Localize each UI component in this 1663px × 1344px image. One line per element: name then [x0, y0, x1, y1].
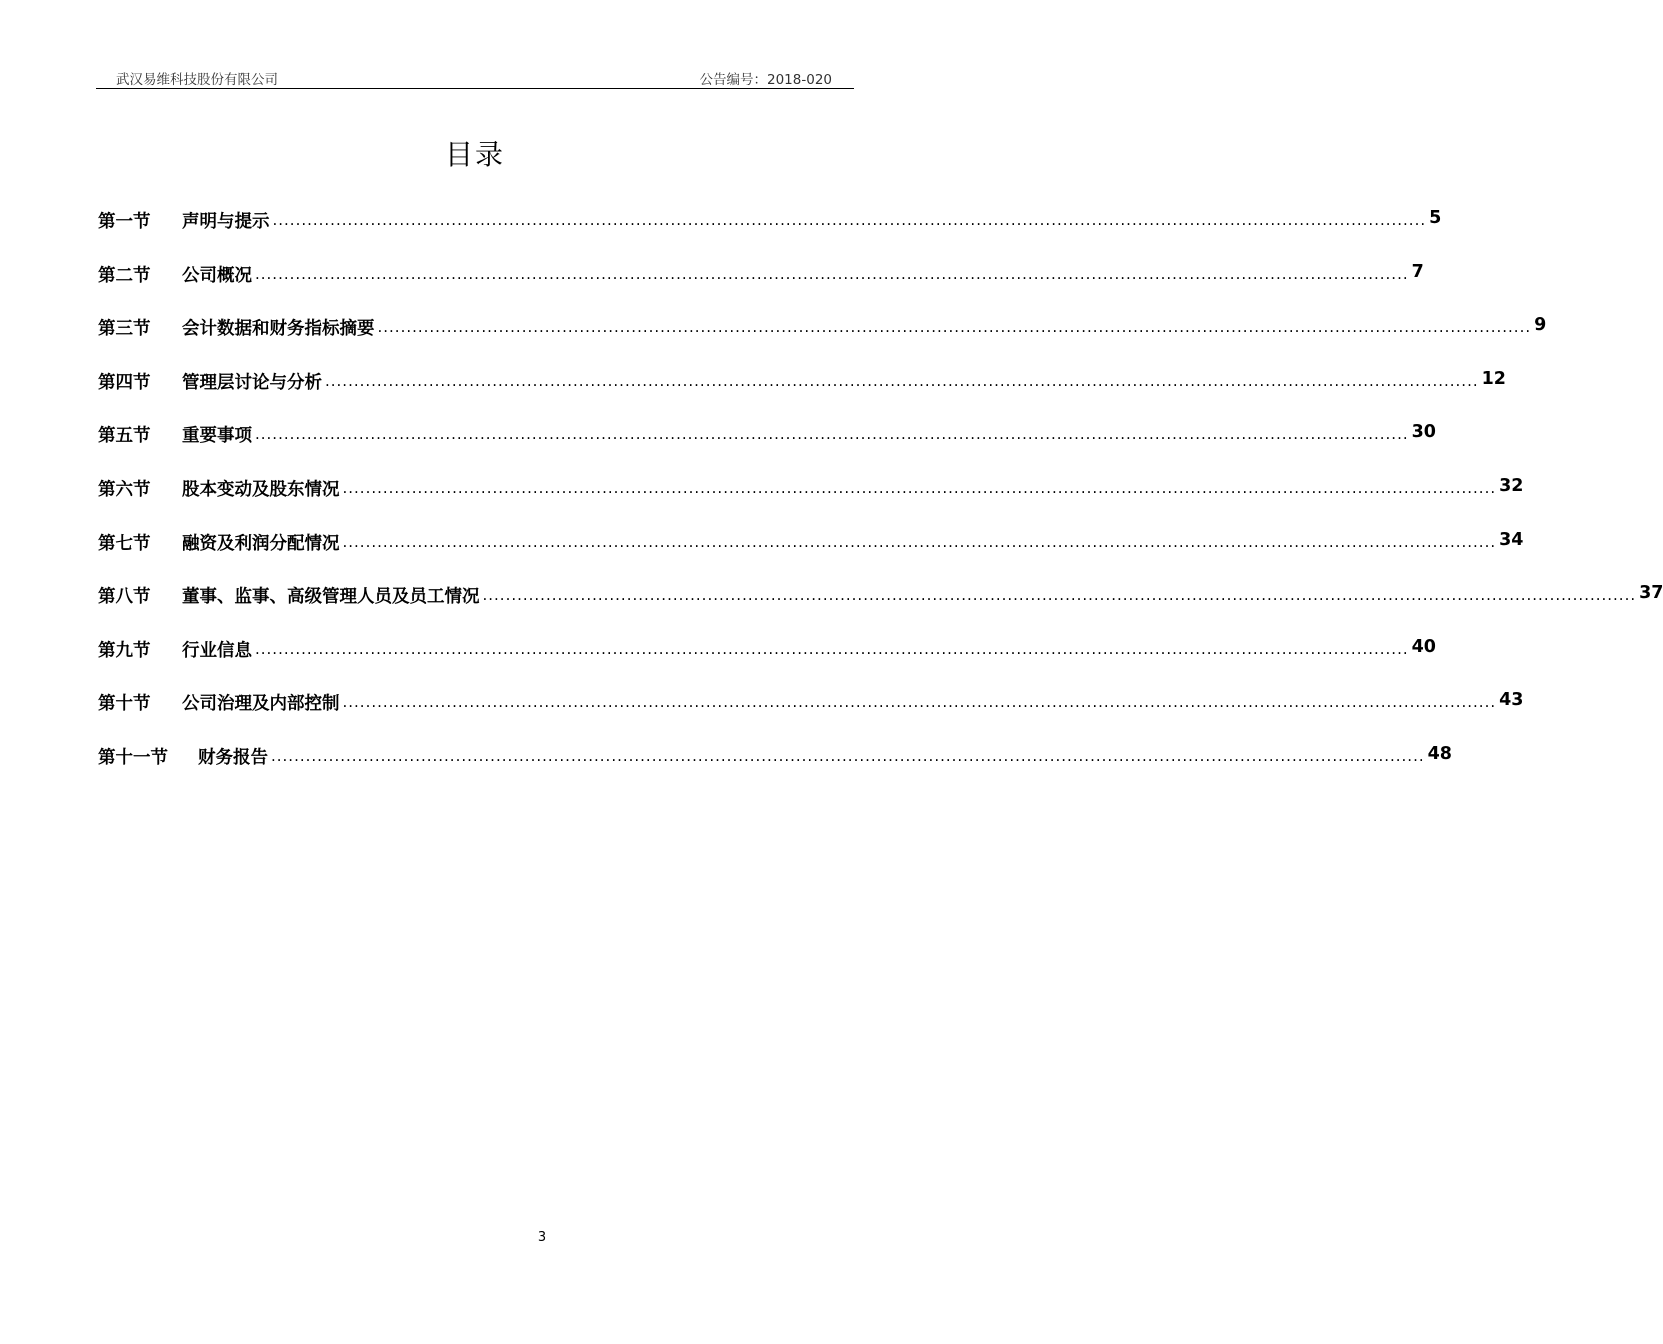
toc-section-number: 第三节	[98, 319, 151, 340]
toc-page-number: 5	[1429, 208, 1442, 228]
toc-page-number: 43	[1499, 690, 1524, 711]
toc-entry[interactable]	[98, 690, 1524, 744]
toc-entry[interactable]	[98, 636, 1436, 691]
toc-entry[interactable]	[98, 743, 1452, 798]
toc-leader-dots: ........................................................................................................................................................................................................	[271, 746, 1425, 765]
toc-leader-dots: ........................................................................................................................................................................................................	[342, 532, 1497, 551]
toc-leader-dots: ........................................................................................................................................................................................................	[255, 425, 1409, 444]
page-header	[96, 64, 854, 89]
toc-entry[interactable]	[98, 261, 1424, 316]
toc-section-name: 管理层讨论与分析	[182, 372, 322, 393]
toc-section-name: 董事、监事、高级管理人员及员工情况	[182, 587, 480, 608]
toc-section-name: 财务报告	[198, 747, 268, 768]
toc-leader-dots: ........................................................................................................................................................................................................	[255, 264, 1409, 283]
toc-section-name: 声明与提示	[182, 212, 270, 232]
toc-page-number: 9	[1534, 315, 1547, 336]
toc-section-number: 第一节	[98, 212, 151, 232]
toc-entry[interactable]	[98, 208, 1442, 262]
toc-section-number: 第六节	[98, 479, 151, 500]
page-number: 3	[537, 1230, 547, 1245]
toc-section-name: 行业信息	[182, 640, 252, 661]
toc-leader-dots: ........................................................................................................................................................................................................	[342, 693, 1497, 712]
toc-entry[interactable]	[98, 315, 1547, 369]
toc-page-number: 7	[1411, 261, 1424, 282]
toc-page-number: 32	[1499, 475, 1524, 496]
toc-page-number: 40	[1411, 636, 1436, 657]
toc-section-name: 重要事项	[182, 426, 252, 447]
toc-section-name: 公司治理及内部控制	[182, 694, 340, 715]
toc-page-number: 12	[1481, 368, 1506, 389]
toc-section-name: 融资及利润分配情况	[182, 533, 340, 554]
toc-page-number: 48	[1427, 743, 1452, 764]
toc-section-number: 第二节	[98, 265, 151, 286]
toc-entry[interactable]	[98, 422, 1436, 476]
toc-leader-dots: ........................................................................................................................................................................................................	[255, 639, 1409, 658]
toc-page-number: 34	[1499, 529, 1524, 550]
toc-section-name: 会计数据和财务指标摘要	[182, 319, 375, 340]
toc-section-number: 第十一节	[98, 747, 168, 768]
toc-section-number: 第四节	[98, 372, 151, 393]
toc-title: 目录	[444, 138, 505, 171]
company-name: 武汉易维科技股份有限公司	[116, 72, 278, 88]
table-of-contents	[98, 208, 1663, 798]
toc-section-number: 第十节	[98, 694, 151, 715]
toc-leader-dots: ........................................................................................................................................................................................................	[342, 478, 1497, 497]
toc-page-number: 30	[1411, 422, 1436, 443]
toc-section-number: 第五节	[98, 426, 151, 447]
toc-entry[interactable]	[98, 529, 1524, 584]
toc-section-number: 第八节	[98, 587, 151, 608]
toc-entry[interactable]	[98, 368, 1506, 423]
notice-number: 公告编号：2018-020	[699, 72, 832, 88]
toc-entry[interactable]	[98, 475, 1524, 530]
toc-section-number: 第七节	[98, 533, 151, 554]
toc-section-name: 公司概况	[182, 265, 252, 286]
toc-section-number: 第九节	[98, 640, 151, 661]
toc-entry[interactable]	[98, 583, 1663, 637]
toc-leader-dots: ........................................................................................................................................................................................................	[272, 211, 1427, 229]
toc-section-name: 股本变动及股东情况	[182, 479, 340, 500]
toc-leader-dots: ........................................................................................................................................................................................................	[482, 586, 1637, 605]
toc-leader-dots: ........................................................................................................................................................................................................	[377, 318, 1532, 337]
toc-page-number: 37	[1639, 583, 1663, 604]
toc-leader-dots: ........................................................................................................................................................................................................	[325, 371, 1479, 390]
